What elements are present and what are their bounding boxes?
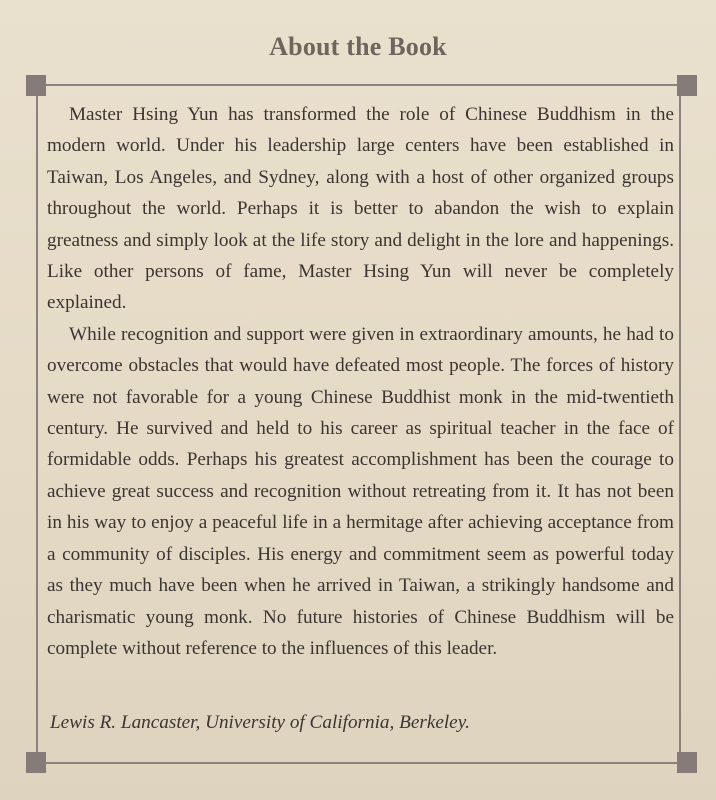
frame-corner-bottom-left (26, 752, 46, 773)
frame-corner-top-right (677, 75, 697, 96)
frame-corner-bottom-right (677, 752, 697, 773)
attribution: Lewis R. Lancaster, University of California, Berkeley. (50, 712, 470, 733)
paragraph-2: While recognition and support were given in extraordinary amounts, he had to overcome obstacles that would have defeated most people. The forces of history were not favorable for a young Chinese Buddhist monk in the mid-twentieth century. He survived and held to his career as spiritual teacher in the face of formidable odds. Perhaps his greatest accomplishment has been the courage to achieve great success and recognition without retreating from it. It has not been in his way to enjoy a peaceful life in a hermitage after achieving acceptance from a community of disciples. His energy and commitment seem as powerful today as they much have been when he arrived in Taiwan, a strikingly handsome and charismatic young monk. No future histories of Chinese Buddhism will be complete without reference to the influences of this leader. (47, 323, 674, 659)
frame-corner-top-left (26, 75, 46, 96)
page-title: About the Book (269, 32, 447, 61)
paragraph-1: Master Hsing Yun has transformed the role of Chinese Buddhism in the modern world. Under his leadership large centers have been established in Taiwan, Los Angeles, and Sydney, along with a host of other organized groups throughout the world. Perhaps it is better to abandon the wish to explain greatness and simply look at the life story and delight in the lore and happenings. Like other persons of fame, Master Hsing Yun will never be completely explained. (47, 104, 674, 314)
book-description (47, 99, 674, 664)
